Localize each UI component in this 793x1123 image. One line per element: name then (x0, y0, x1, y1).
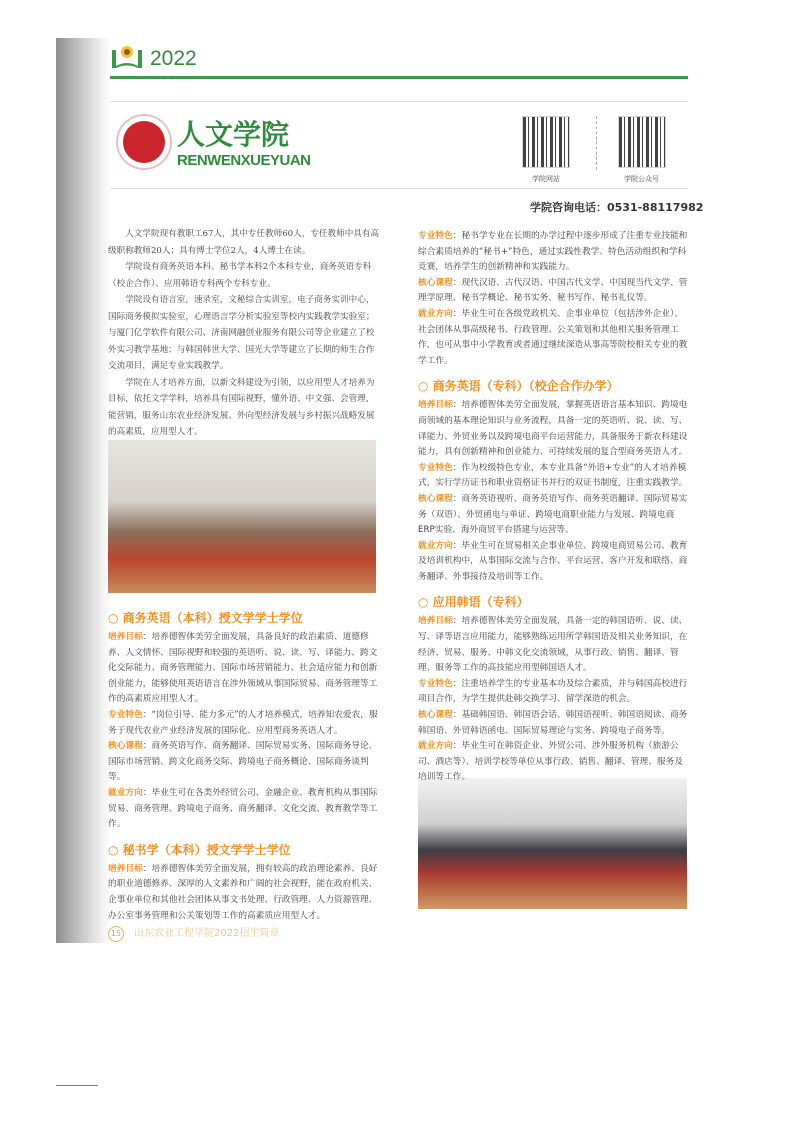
item-text: ：毕业生可在各级党政机关、企事业单位（包括涉外企业）、社会团体从事高级秘书、行政管理、公关策划和其他相关服务管理工作，也可从事中小学教育或者通过继续深造从事高等院校相关专业的教学工作。 (418, 308, 688, 366)
item-text: ：培养德智体美劳全面发展，拥有较高的政治理论素养、良好的职业道德修养、深厚的人文素养和广阔的社会视野，能在政府机关、企事业单位和其他社会团体从事文书处理、行政管理、人力资源管理、办公室事务管理和公关策划等工作的高素质应用型人才。 (108, 863, 378, 921)
program-applied-korean (418, 592, 688, 786)
item-label: 培养目标 (418, 616, 453, 627)
item-text: ：培养德智体美劳全面发展，具备一定的韩国语听、说、读、写、译等语言应用能力，能够熟练运用所学韩国语及相关业务知识，在经济、贸易、服务、中韩文化交流领域，从事行政、销售、翻译、管理、服务等工作的高技能应用型韩国语人才。 (418, 616, 688, 674)
intro-text (108, 226, 382, 441)
item-text: ：培养德智体美劳全面发展，具备良好的政治素质、道德修养、人文情怀、国际视野和较强的英语听、说、读、写、译能力、跨文化交际能力、商务管理能力、国际市场营销能力、社会适应能力和创新创业能力，能够使用英语语言在涉外领域从事国际贸易、商务管理等工作的高素质应用型人才。 (108, 632, 378, 705)
college-title: 人文学院 (177, 118, 290, 151)
item-text: ：商务英语视听、商务英语写作、商务英语翻译、国际贸易实务（双语）、外贸函电与单证、跨境电商职业能力与发展、跨境电商ERP实验、海外商贸平台搭建与运营等。 (418, 493, 688, 536)
page-binding-shadow (56, 38, 112, 943)
page-footer (108, 924, 279, 942)
qr-label: 学院网站 (532, 175, 560, 183)
item-label: 专业特色 (418, 678, 453, 689)
scan-mark (56, 1085, 98, 1086)
item-label: 就业方向 (418, 741, 453, 752)
item-text: ：秘书学专业在长期的办学过程中逐步形成了注重专业技能和综合素质培养的“秘书+”特色，通过实践性教学、特色活动组织和学科竞赛，培养学生的创新精神和实践能力。 (418, 231, 688, 273)
intro-paragraph: 学院设有商务英语本科、秘书学本科2个本科专业，商务英语专科（校企合作）、应用韩语专科两个专科专业。 (108, 262, 372, 289)
left-column (108, 606, 378, 931)
item-text: ：毕业生可在韩资企业、外贸公司、涉外服务机构（旅游公司、酒店等）、培训学校等单位从事行政、销售、翻译、管理、服务及培训等工作。 (418, 741, 683, 783)
divider (110, 188, 688, 189)
classroom-photo (108, 440, 376, 593)
college-pinyin: RENWENXUEYUAN (177, 152, 311, 169)
item-text: ：现代汉语、古代汉语、中国古代文学、中国现当代文学、管理学原理、秘书学概论、秘书实务、秘书写作、秘书礼仪等。 (418, 277, 688, 304)
item-text: ：“岗位引导、能力多元”的人才培养模式，培养知农爱农，服务于现代农业产业经济发展的国际化、应用型商务英语人才。 (108, 709, 378, 736)
wechat-qr-code[interactable] (618, 116, 666, 168)
item-label: 就业方向 (108, 787, 143, 798)
item-text: ：培养德智体美劳全面发展，掌握英语语言基本知识、跨境电商领域的基本理论知识与业务流程，具备一定的英语听、说、读、写、译能力、外贸业务以及跨境电商平台运营能力，具备服务于新农科建设能力，具有创新精神和创业能力、可持续发展的复合型商务英语人才。 (418, 400, 688, 458)
item-label: 核心课程 (418, 710, 453, 721)
item-label: 就业方向 (418, 540, 453, 551)
section-heading: ○ 秘书学（本科）授文学学士学位 (108, 840, 378, 860)
item-label: 核心课程 (108, 741, 143, 752)
item-text: ：商务英语写作、商务翻译、国际贸易实务、国际商务导论、国际市场营销、跨文化商务交际、跨境电子商务概论、国际商务谈判等。 (108, 741, 378, 783)
item-label: 就业方向 (418, 308, 453, 319)
publication-title: 山东农业工程学院2022招生简章 (134, 928, 280, 939)
item-label: 培养目标 (108, 632, 143, 642)
header-divider (110, 76, 688, 79)
program-business-english-bachelor (108, 608, 378, 833)
computer-lab-photo (418, 778, 687, 909)
section-heading: ○ 商务英语（本科）授文学学士学位 (108, 608, 378, 628)
item-text: ：基础韩国语、韩国语会话、韩国语视听、韩国语阅读、商务韩国语、外贸韩语函电、国际贸易理论与实务、跨境电子商务等。 (418, 710, 688, 736)
intro-paragraph: 学院设有语言室，速录室，文秘综合实训室，电子商务实训中心，国际商务模拟实验室，心理语言学分析实验室等校内实践教学实验室；与厦门亿学软件有限公司、济南网融创业服务有限公司等企业建立了校外实习教学基地；与韩国韩世大学、国光大学等建立了长期的师生合作交流项目，满足专业实践教学。 (108, 295, 375, 371)
right-column (418, 229, 688, 793)
item-label: 专业特色 (108, 709, 143, 720)
item-label: 培养目标 (418, 400, 453, 411)
item-label: 专业特色 (418, 462, 453, 473)
intro-paragraph: 人文学院现有教职工67人，其中专任教师60人，专任教师中具有高级职称教师20人；具有博士学位2人，4人博士在读。 (108, 229, 380, 256)
item-label: 培养目标 (108, 863, 143, 874)
program-secretarial-continued (418, 229, 688, 369)
item-label: 核心课程 (418, 493, 453, 504)
section-heading: ○ 应用韩语（专科） (418, 592, 688, 612)
college-seal-logo (116, 114, 172, 170)
qr-divider (596, 116, 597, 170)
program-secretarial-bachelor (108, 840, 378, 924)
website-qr-code[interactable] (522, 116, 570, 168)
section-heading: ○ 商务英语（专科）（校企合作办学） (418, 376, 688, 396)
item-text: ：注重培养学生的专业基本功及综合素质，并与韩国高校进行项目合作，为学生提供赴韩交换学习、留学深造的机会。 (418, 678, 688, 705)
intro-paragraph: 学院在人才培养方面，以新文科建设为引领，以应用型人才培养为目标，依托文学学科，培养具有国际视野，懂外语、中文强、会管理，能营销，服务山东农业经济发展、外向型经济发展与乡村振兴战略发展的高素质，应用型人才。 (108, 377, 375, 437)
item-label: 专业特色 (418, 231, 453, 241)
divider (110, 101, 688, 102)
book-sunflower-logo-icon (111, 44, 143, 70)
program-business-english-associate (418, 376, 688, 585)
item-text: ：作为校级特色专业，本专业具备“外语+专业”的人才培养模式，实行学历证书和职业资格证书并行的双证书制度，注重实践教学。 (418, 462, 688, 489)
year-label: 2022 (150, 47, 197, 70)
qr-label: 学院公众号 (624, 175, 659, 183)
item-label: 核心课程 (418, 277, 453, 288)
item-text: ：毕业生可在贸易相关企事业单位、跨境电商贸易公司、教育及培训机构中，从事国际交流与合作、平台运营、客户开发和联络、商务翻译、外事接待及培训等工作。 (418, 540, 688, 582)
page-number: 15 (108, 926, 124, 942)
item-text: ：毕业生可在各类外经贸公司、金融企业、教育机构从事国际贸易、商务管理、跨境电子商务、商务翻译、文化交流、教育教学等工作。 (108, 787, 378, 830)
contact-phone: 学院咨询电话：0531-88117982 (530, 201, 704, 214)
